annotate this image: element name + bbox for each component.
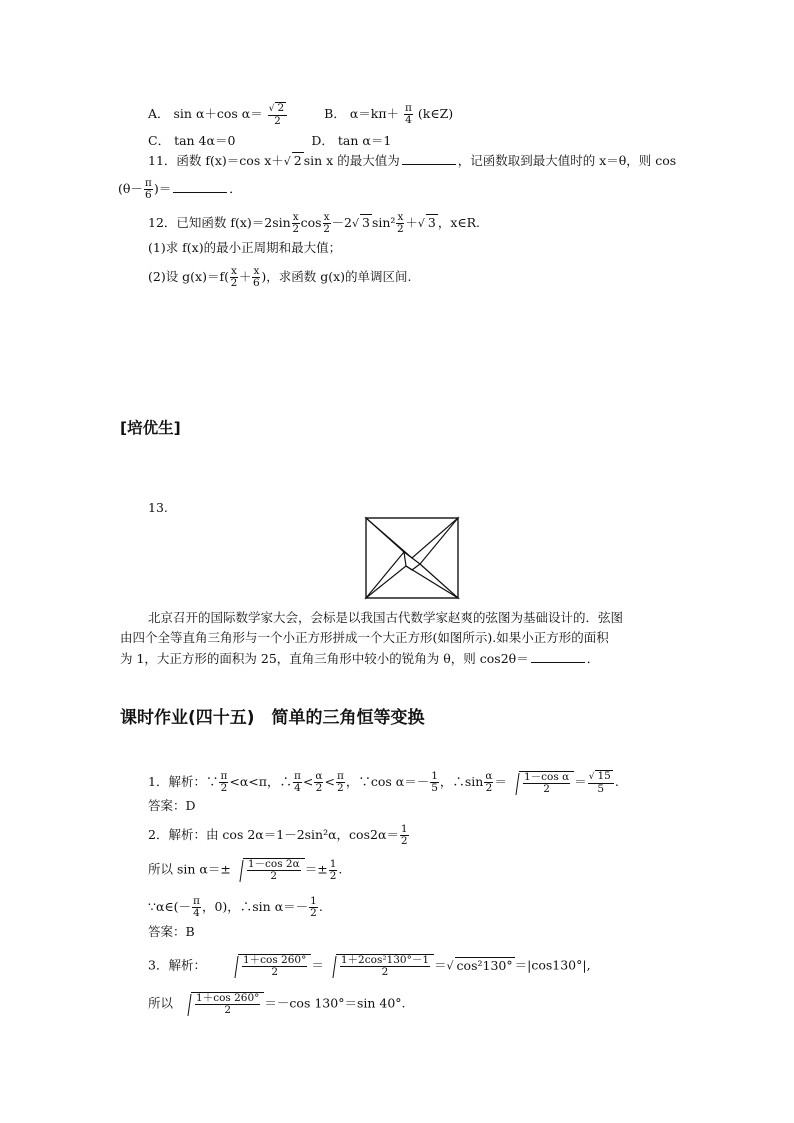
q12-part2-a: (2)设 g(x)＝f(: [148, 269, 229, 284]
q12-f1-num: x: [292, 211, 299, 223]
s1-frac-6: [484, 771, 493, 794]
option-c-text: tan 4α＝0: [174, 133, 236, 148]
s3-sq2-den: 2: [381, 966, 389, 978]
s3-tail1: ＝|cos130°|,: [514, 957, 591, 973]
q13-number: 13.: [148, 500, 168, 515]
q13-line3-a: 为 1，大正方形的面积为 25，直角三角形中较小的锐角为 θ，则 cos2θ＝: [120, 651, 529, 666]
s2-sqrt: [231, 858, 305, 882]
section-heading: [培优生]: [120, 419, 181, 437]
option-a-radicand: 2: [277, 102, 285, 114]
q13-blank: [531, 650, 585, 663]
s1-sq-den: 2: [543, 782, 550, 795]
q12-part1: (1)求 f(x)的最小正周期和最大值；: [148, 240, 342, 255]
q12-frac-5: [252, 266, 260, 289]
s1-f4n: π: [336, 770, 344, 782]
s1-frac-4: [336, 771, 345, 794]
triangle-left: [366, 518, 404, 598]
q12-f5-den: 6: [253, 277, 260, 289]
s3-eq2: ＝: [434, 957, 447, 973]
option-a-den: 2: [274, 115, 281, 127]
solution-3-line1: 3．解析： $\frac{1+\cos 260^\circ}{2}$ ＝ $\frac{\text{1＋2cos²130°－1}}{2}$ ＝√ cos²130° ＝|cos130°|,: [148, 954, 591, 978]
s1-f4d: 2: [337, 782, 344, 794]
s2-sq-num: 1－cos 2α: [247, 858, 300, 870]
s2-f4d: 2: [310, 907, 317, 919]
s2-frac-2: [329, 859, 338, 882]
q11-text-a: 11．函数 f(x)＝cos x＋: [148, 153, 284, 168]
s2-f3d: 4: [193, 907, 200, 919]
zhao-shuang-chord-diagram: [364, 516, 460, 600]
s1-frac-2: [293, 771, 302, 794]
s1-sq-num: 1－cos α: [523, 770, 570, 783]
s2-f2n: 1: [329, 857, 337, 870]
q12-part2: [148, 266, 412, 289]
q12-text-c: －2: [331, 215, 352, 230]
option-a-label: A．: [148, 106, 170, 121]
s1-sqrt: [507, 771, 574, 795]
s1-f5d: 5: [431, 782, 438, 794]
q12-rad-1: 3: [362, 215, 370, 230]
s3-sq1-num: 1＋cos 260°: [242, 954, 307, 966]
s3-tail2: ＝－cos 130°＝sin 40°.: [264, 995, 406, 1011]
option-ab-row: [148, 102, 453, 127]
triangle-top: [366, 518, 458, 558]
s1-f5n: 1: [431, 770, 438, 782]
option-b-fraction: [404, 103, 413, 126]
q13-line3: [120, 650, 599, 667]
s1-f3n: α: [315, 770, 323, 782]
solution-2-line3: [148, 896, 323, 919]
q12-f1-den: 2: [292, 223, 300, 235]
q12-rad-2: 3: [427, 215, 436, 230]
s3-sqrt-1: [226, 954, 311, 978]
s2-line2-b: ＝±: [304, 861, 328, 877]
option-cd-row: [148, 133, 391, 149]
s3-sq1-den: 2: [271, 966, 278, 978]
s3-sqrt-3: [179, 992, 264, 1016]
s1-g: ＝: [494, 774, 507, 789]
s3-sq2-num: 1＋2cos²130°－1: [340, 954, 430, 966]
s1-f6n: α: [485, 770, 493, 782]
q11-text-c: ，记函数取到最大值时的 x＝θ，则 cos: [457, 153, 677, 168]
option-d-label: D．: [311, 133, 334, 148]
s1-f: ，∴sin: [439, 774, 484, 789]
s1-b: <α<π，∴: [229, 774, 292, 789]
s2-line3-a: ∵α∈(－: [148, 899, 192, 914]
solution-1-line: [148, 770, 619, 795]
s2-frac-3: [192, 896, 201, 919]
s1-f7n: 15: [597, 770, 611, 782]
s1-frac-1: [219, 771, 228, 794]
q12-f3-num: x: [397, 211, 404, 223]
q12-frac-1: [292, 212, 300, 235]
s2-f4n: 1: [310, 895, 317, 907]
s1-f1n: π: [220, 770, 228, 782]
q12-f3-den: 2: [397, 223, 404, 235]
s1-d: <: [324, 774, 335, 789]
option-b-text: α＝kπ＋: [349, 106, 400, 121]
s3-sqrt-2: [324, 954, 434, 978]
q12-f4-den: 2: [230, 277, 238, 289]
s3-eq1: ＝: [311, 957, 324, 973]
homework-title: 课时作业(四十五) 简单的三角恒等变换: [120, 708, 425, 728]
s1-f2d: 4: [294, 782, 301, 794]
q12-text-b: cos: [300, 215, 322, 230]
s2-frac-4: [309, 896, 318, 919]
solution-2-line1: [148, 824, 410, 847]
q12-part2-c: )，求函数 g(x)的单调区间.: [261, 269, 412, 284]
s1-f2n: π: [293, 770, 301, 782]
s2-line3-b: ，0)，∴sin α＝－: [201, 899, 309, 914]
s1-e: ，∵cos α＝－: [345, 774, 430, 789]
q11-blank-2: [173, 180, 227, 193]
s1-frac-7: $\frac{√ 15}{5}$: [588, 770, 614, 795]
s1-a: 1．解析：∵: [148, 774, 219, 789]
q12-f2-num: x: [323, 211, 330, 223]
s2-line3-c: .: [318, 899, 323, 914]
q12-f4-num: x: [231, 265, 237, 277]
q11-frac-den: 6: [145, 189, 152, 201]
s3-sq3-den: 2: [224, 1004, 232, 1016]
q12-text-e: ＋: [405, 215, 418, 230]
q11-text-e: )＝: [153, 181, 172, 196]
option-d-text: tan α＝1: [337, 133, 392, 148]
s1-f3d: 2: [315, 782, 323, 794]
q12-frac-4: [230, 266, 238, 289]
option-b-label: B．: [324, 106, 346, 121]
q12-frac-2: [323, 212, 331, 235]
s1-i: .: [614, 774, 619, 789]
q11-fraction: [144, 178, 153, 201]
s2-f1d: 2: [400, 835, 408, 847]
s2-frac-1: [400, 824, 409, 847]
q12-f5-num: x: [253, 265, 260, 277]
q12-part2-b: ＋: [238, 269, 252, 284]
s2-line2-c: .: [338, 861, 343, 877]
s1-frac-5: [430, 771, 439, 794]
option-c-label: C．: [148, 133, 171, 148]
s3-sq3-num: 1＋cos 260°: [196, 992, 260, 1004]
q12-line1: 12．已知函数 f(x)＝2sin $\frac{x}{2}$ cos $\frac{x}{2}$ －2√ 3 sin² $\frac{x}{2}$ ＋√ 3 ，x∈R.: [148, 211, 481, 235]
q13-line2: 由四个全等直角三角形与一个小正方形拼成一个大正方形(如图所示).如果小正方形的面积: [120, 630, 609, 645]
s2-line2-a: 所以 sin α＝±: [148, 861, 231, 877]
s2-f3n: π: [193, 895, 200, 907]
q11-blank-1: [402, 152, 456, 165]
s3-radicand: cos²130°: [456, 957, 513, 973]
q11-frac-num: π: [144, 177, 152, 189]
s1-f6d: 2: [485, 782, 493, 794]
q13-line1: 北京召开的国际数学家大会，会标是以我国古代数学家赵爽的弦图为基础设计的．弦图: [148, 610, 624, 625]
option-a-fraction: $\frac{√ 2}{2}$: [268, 102, 287, 127]
s3-line2-a: 所以: [148, 995, 174, 1011]
small-square: [404, 552, 420, 570]
solution-3-line2: [148, 992, 406, 1016]
q11-text-b: sin x 的最大值为: [303, 153, 400, 168]
q13-line3-b: ．: [586, 651, 600, 666]
option-a-text: sin α＋cos α＝: [173, 106, 263, 121]
s2-f1n: 1: [400, 823, 408, 835]
s1-f7d: 5: [597, 783, 605, 795]
solution-2-line2: [148, 858, 342, 882]
s1-frac-3: [314, 771, 323, 794]
q12-text-d: sin²: [371, 215, 396, 230]
q11-line1: 11．函数 f(x)＝cos x＋√ 2 sin x 的最大值为 ，记函数取到最大值时的 x＝θ，则 cos: [148, 153, 677, 168]
solution-2-answer: 答案：B: [148, 924, 195, 939]
s2-f2d: 2: [329, 869, 337, 882]
q12-f2-den: 2: [323, 223, 330, 235]
q11-text-d: (θ－: [118, 181, 143, 196]
s1-h: ＝: [574, 774, 587, 789]
option-b-num: π: [405, 102, 412, 114]
q11-text-f: ．: [229, 181, 242, 196]
option-b-den: 4: [405, 114, 412, 126]
q11-line2: [118, 178, 242, 201]
s1-c: <: [302, 774, 314, 789]
q12-text-f: ，x∈R.: [437, 215, 481, 230]
s2-sq-den: 2: [270, 870, 278, 882]
s3-line1-a: 3．解析：: [148, 957, 206, 973]
q12-text-a: 12．已知函数 f(x)＝2sin: [148, 215, 291, 230]
s2-line1-a: 2．解析：由 cos 2α＝1－2sin²α，cos2α＝: [148, 827, 399, 842]
s1-f1d: 2: [220, 782, 228, 794]
solution-1-answer: 答案：D: [148, 798, 196, 813]
q12-frac-3: [396, 212, 404, 235]
option-b-tail: (k∈Z): [417, 106, 454, 121]
q11-radicand: 2: [293, 153, 302, 168]
